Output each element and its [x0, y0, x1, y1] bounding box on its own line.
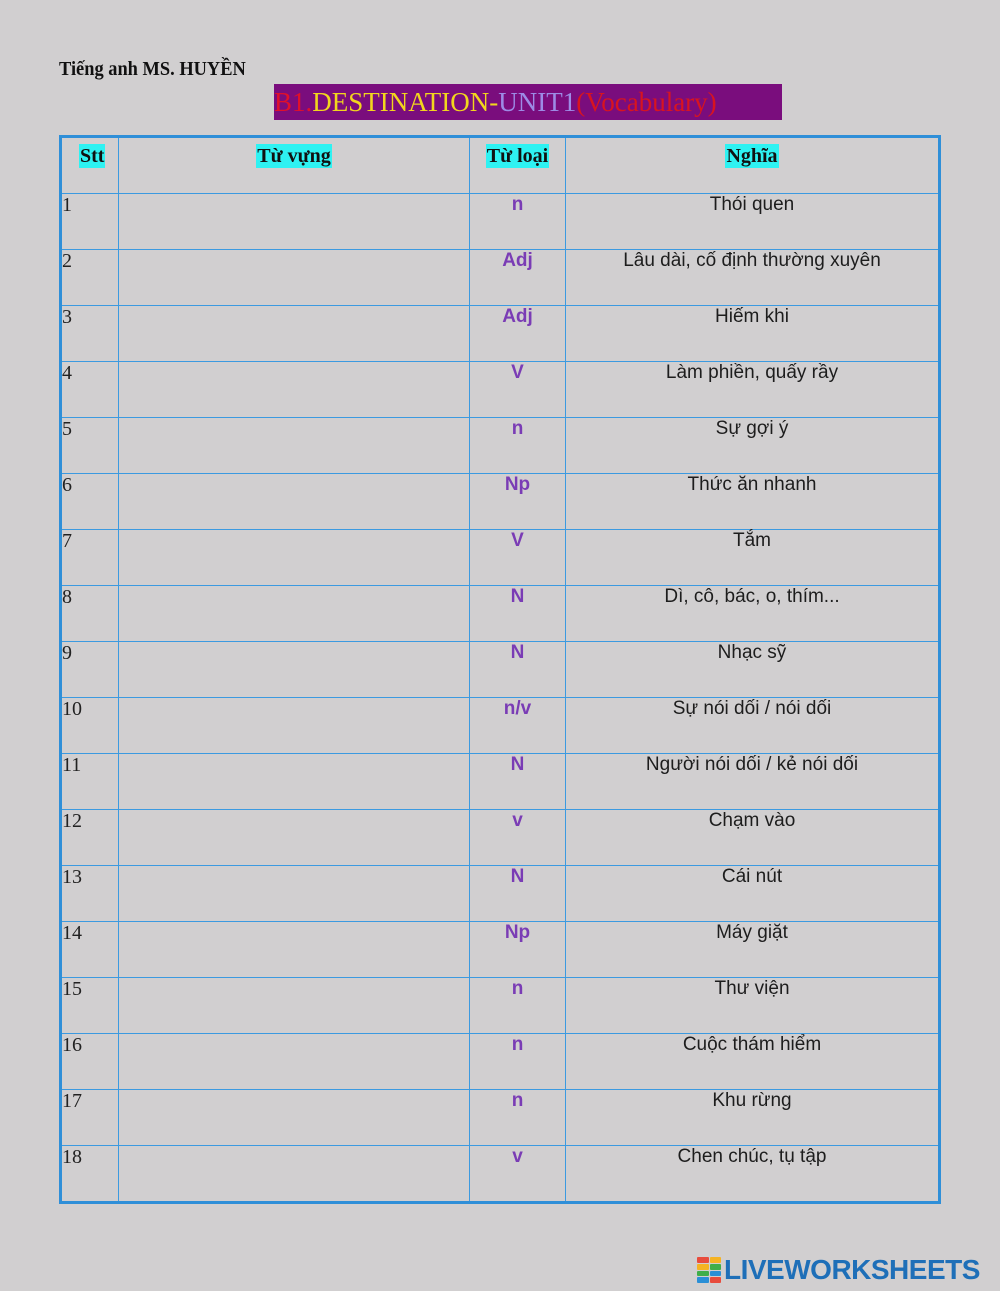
header-meaning: Nghĩa: [566, 137, 940, 194]
title-part-topic: (Vocabulary): [576, 87, 717, 117]
part-of-speech: n: [470, 194, 566, 250]
meaning: Chạm vào: [566, 810, 940, 866]
table-row: [61, 530, 940, 586]
logo-tile: [697, 1271, 709, 1277]
part-of-speech: n: [470, 1034, 566, 1090]
row-number: 13: [61, 866, 119, 922]
title-part-book: DESTINATION-: [312, 87, 499, 117]
meaning: Cuộc thám hiểm: [566, 1034, 940, 1090]
table-row: [61, 418, 940, 474]
part-of-speech: N: [470, 586, 566, 642]
title-part-level: B1.: [274, 87, 313, 117]
logo-tile: [710, 1271, 722, 1277]
table-row: [61, 586, 940, 642]
logo-tile: [710, 1264, 722, 1270]
row-number: 2: [61, 250, 119, 306]
vocabulary-answer-cell[interactable]: [119, 586, 470, 642]
meaning: Thói quen: [566, 194, 940, 250]
row-number: 3: [61, 306, 119, 362]
row-number: 1: [61, 194, 119, 250]
table-header-row: [61, 137, 940, 194]
liveworksheets-watermark: [697, 1254, 980, 1286]
meaning: Thức ăn nhanh: [566, 474, 940, 530]
table-row: [61, 698, 940, 754]
meaning: Cái nút: [566, 866, 940, 922]
row-number: 16: [61, 1034, 119, 1090]
meaning: Khu rừng: [566, 1090, 940, 1146]
watermark-text: LIVEWORKSHEETS: [724, 1254, 980, 1285]
part-of-speech: n: [470, 418, 566, 474]
logo-tile: [710, 1277, 722, 1283]
table-row: [61, 922, 940, 978]
vocabulary-answer-cell[interactable]: [119, 754, 470, 810]
part-of-speech: N: [470, 866, 566, 922]
logo-tile: [710, 1257, 722, 1263]
row-number: 7: [61, 530, 119, 586]
vocabulary-answer-cell[interactable]: [119, 698, 470, 754]
header-word: Từ vựng: [119, 137, 470, 194]
row-number: 9: [61, 642, 119, 698]
part-of-speech: n: [470, 1090, 566, 1146]
row-number: 17: [61, 1090, 119, 1146]
meaning: Hiếm khi: [566, 306, 940, 362]
header-pos: Từ loại: [470, 137, 566, 194]
vocabulary-answer-cell[interactable]: [119, 418, 470, 474]
meaning: Sự nói dối / nói dối: [566, 698, 940, 754]
meaning: Lâu dài, cố định thường xuyên: [566, 250, 940, 306]
table-row: [61, 1090, 940, 1146]
meaning: Sự gợi ý: [566, 418, 940, 474]
table-row: [61, 362, 940, 418]
table-row: [61, 250, 940, 306]
worksheet-title: [274, 84, 782, 120]
table-row: [61, 754, 940, 810]
meaning: Máy giặt: [566, 922, 940, 978]
liveworksheets-logo-icon: [697, 1257, 721, 1283]
row-number: 6: [61, 474, 119, 530]
part-of-speech: Adj: [470, 250, 566, 306]
part-of-speech: N: [470, 642, 566, 698]
part-of-speech: v: [470, 1146, 566, 1203]
table-row: [61, 1146, 940, 1203]
part-of-speech: V: [470, 530, 566, 586]
part-of-speech: v: [470, 810, 566, 866]
meaning: Thư viện: [566, 978, 940, 1034]
header-stt: Stt: [61, 137, 119, 194]
part-of-speech: Adj: [470, 306, 566, 362]
table-row: [61, 194, 940, 250]
meaning: Người nói dối / kẻ nói dối: [566, 754, 940, 810]
row-number: 5: [61, 418, 119, 474]
vocabulary-answer-cell[interactable]: [119, 530, 470, 586]
row-number: 15: [61, 978, 119, 1034]
table-row: [61, 642, 940, 698]
meaning: Tắm: [566, 530, 940, 586]
table-row: [61, 978, 940, 1034]
part-of-speech: n: [470, 978, 566, 1034]
vocabulary-answer-cell[interactable]: [119, 362, 470, 418]
row-number: 8: [61, 586, 119, 642]
vocabulary-table: [59, 135, 941, 1204]
vocabulary-answer-cell[interactable]: [119, 642, 470, 698]
vocabulary-answer-cell[interactable]: [119, 306, 470, 362]
vocabulary-answer-cell[interactable]: [119, 978, 470, 1034]
table-row: [61, 810, 940, 866]
meaning: Dì, cô, bác, o, thím...: [566, 586, 940, 642]
row-number: 18: [61, 1146, 119, 1203]
vocabulary-answer-cell[interactable]: [119, 1034, 470, 1090]
meaning: Làm phiền, quấy rầy: [566, 362, 940, 418]
part-of-speech: Np: [470, 474, 566, 530]
part-of-speech: Np: [470, 922, 566, 978]
part-of-speech: N: [470, 754, 566, 810]
vocabulary-answer-cell[interactable]: [119, 866, 470, 922]
author-label: Tiếng anh MS. HUYỀN: [59, 58, 246, 80]
logo-tile: [697, 1264, 709, 1270]
vocabulary-answer-cell[interactable]: [119, 1090, 470, 1146]
vocabulary-answer-cell[interactable]: [119, 194, 470, 250]
table-row: [61, 474, 940, 530]
part-of-speech: n/v: [470, 698, 566, 754]
logo-tile: [697, 1257, 709, 1263]
meaning: Nhạc sỹ: [566, 642, 940, 698]
vocabulary-answer-cell[interactable]: [119, 1146, 470, 1203]
row-number: 12: [61, 810, 119, 866]
table-row: [61, 1034, 940, 1090]
title-part-unit: UNIT1: [498, 87, 577, 117]
part-of-speech: V: [470, 362, 566, 418]
row-number: 11: [61, 754, 119, 810]
vocabulary-answer-cell[interactable]: [119, 250, 470, 306]
table-row: [61, 306, 940, 362]
row-number: 4: [61, 362, 119, 418]
vocabulary-answer-cell[interactable]: [119, 474, 470, 530]
meaning: Chen chúc, tụ tập: [566, 1146, 940, 1203]
row-number: 14: [61, 922, 119, 978]
table-row: [61, 866, 940, 922]
vocabulary-answer-cell[interactable]: [119, 922, 470, 978]
vocabulary-answer-cell[interactable]: [119, 810, 470, 866]
logo-tile: [697, 1277, 709, 1283]
row-number: 10: [61, 698, 119, 754]
